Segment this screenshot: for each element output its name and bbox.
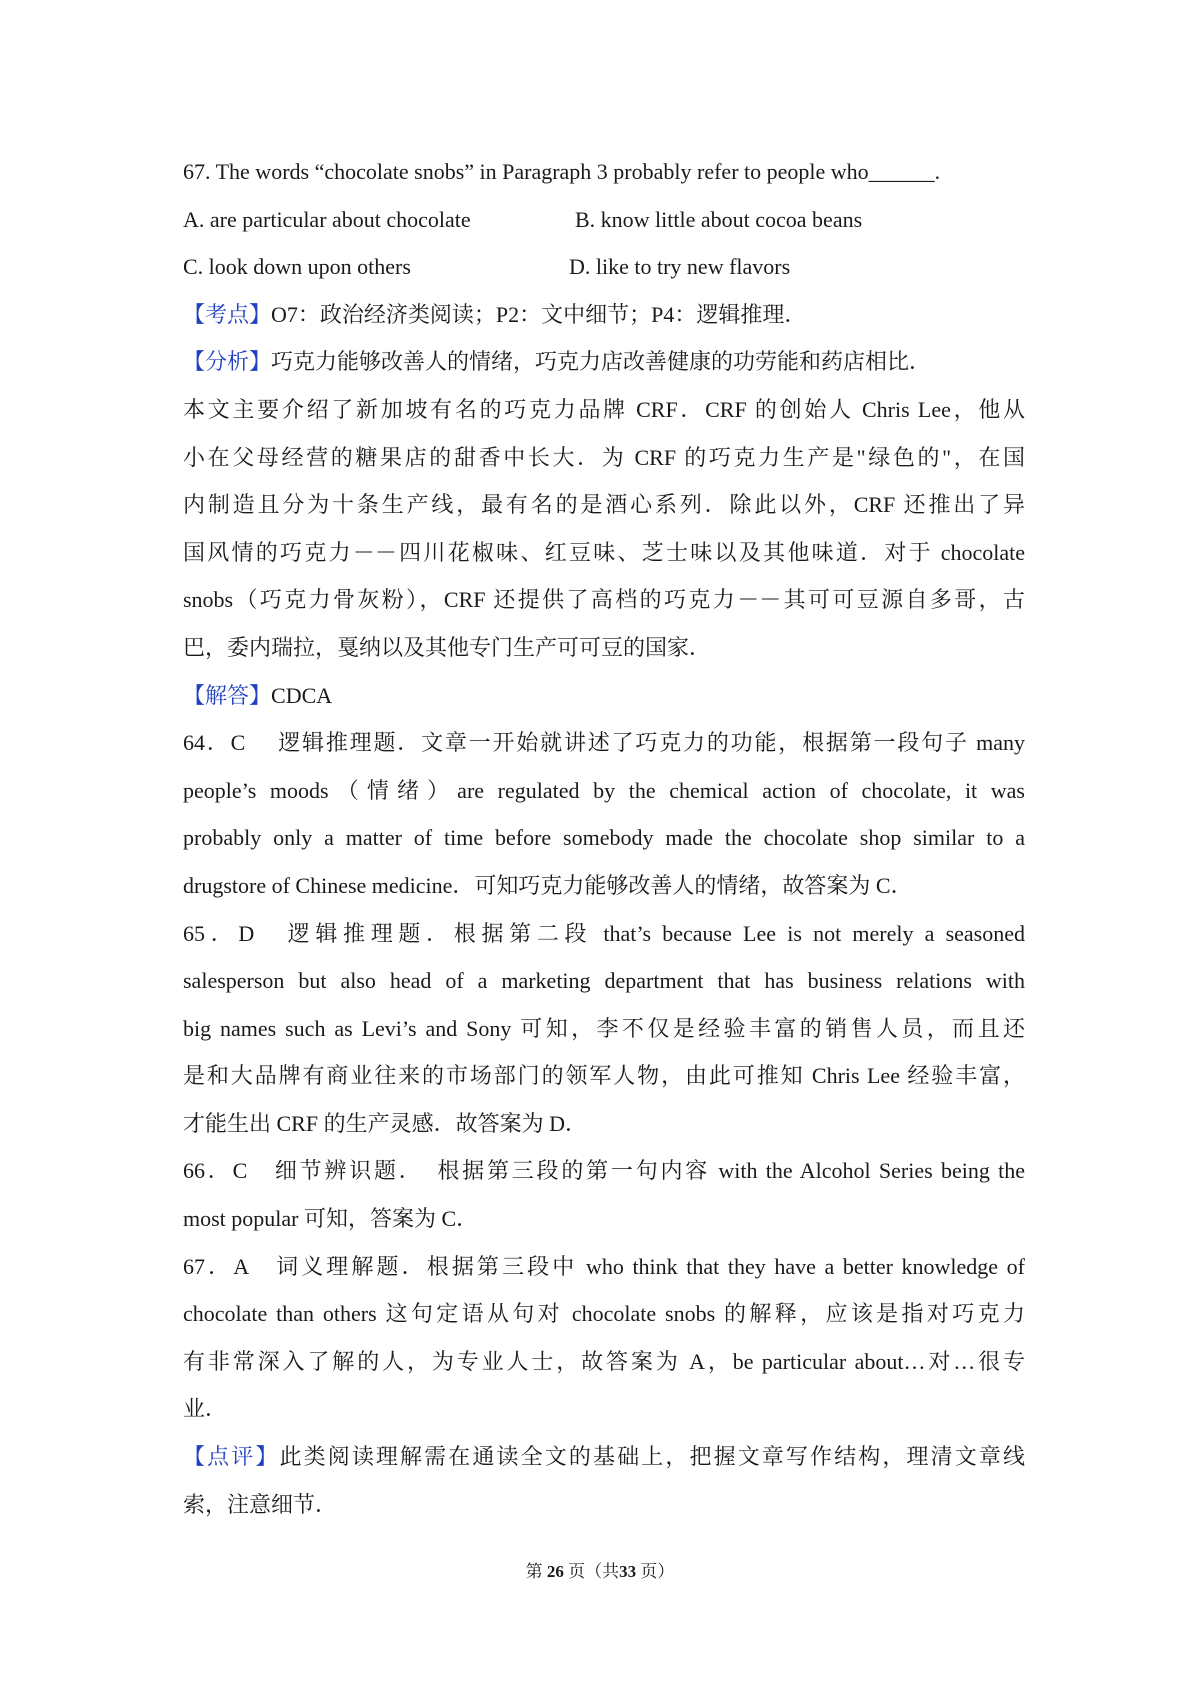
fenxi-paragraph-line: 巴，委内瑞拉，戛纳以及其他专门生产可可豆的国家． bbox=[183, 634, 712, 660]
answer-explanation-line: people’s moods（情绪）are regulated by the chemical action of chocolate, it was bbox=[183, 777, 1025, 803]
answer-explanation-line: chocolate than others 这句定语从句对 chocolate snobs 的解释，应该是指对巧克力 bbox=[183, 1301, 1025, 1327]
kaodian-line bbox=[183, 291, 1025, 339]
jieda-line bbox=[183, 672, 1025, 720]
dianping-tag: 【点评】 bbox=[183, 1444, 280, 1470]
option-b: B. know little about cocoa beans bbox=[575, 206, 863, 232]
fenxi-line bbox=[183, 338, 1025, 386]
kaodian-tag: 【考点】 bbox=[183, 301, 272, 327]
answer-explanation-line: drugstore of Chinese medicine．可知巧克力能够改善人的情绪，故答案为 C． bbox=[183, 872, 913, 898]
answer-explanation-line: 是和大品牌有商业往来的市场部门的领军人物，由此可推知 Chris Lee 经验丰富， bbox=[183, 1063, 1025, 1089]
dianping-line bbox=[183, 1433, 1025, 1481]
page-content bbox=[183, 148, 1025, 1528]
option-c: C. look down upon others bbox=[183, 254, 411, 280]
fenxi-paragraph-line: snobs（巧克力骨灰粉），CRF 还提供了高档的巧克力－－其可可豆源自多哥，古 bbox=[183, 587, 1025, 613]
option-row-ab bbox=[183, 196, 1025, 244]
answer-explanation-line: 有非常深入了解的人，为专业人士，故答案为 A，be particular about…对…很专 bbox=[183, 1348, 1025, 1374]
footer-total-pages: 33 bbox=[619, 1562, 637, 1581]
jieda-tag: 【解答】 bbox=[183, 682, 272, 708]
answer-explanation-line: 才能生出 CRF 的生产灵感．故答案为 D． bbox=[183, 1110, 587, 1136]
footer-prefix: 第 bbox=[525, 1562, 543, 1581]
footer-suffix: 页） bbox=[640, 1562, 675, 1581]
answer-explanation-line: 66．C 细节辨识题． 根据第三段的第一句内容 with the Alcohol Series being the bbox=[183, 1158, 1025, 1184]
footer-page-number: 26 bbox=[546, 1562, 564, 1581]
option-d: D. like to try new flavors bbox=[569, 254, 791, 280]
fenxi-paragraph-line: 小在父母经营的糖果店的甜香中长大．为 CRF 的巧克力生产是"绿色的"，在国 bbox=[183, 444, 1025, 470]
question-stem: 67. The words “chocolate snobs” in Paragraph 3 probably refer to people who______. bbox=[183, 159, 941, 184]
dianping-text: 此类阅读理解需在通读全文的基础上，把握文章写作结构，理清文章线 bbox=[279, 1444, 1025, 1470]
page-footer bbox=[0, 1560, 1200, 1584]
fenxi-paragraph-line: 国风情的巧克力－－四川花椒味、红豆味、芝士味以及其他味道．对于 chocolate bbox=[183, 539, 1025, 565]
fenxi-paragraph-line: 内制造且分为十条生产线，最有名的是酒心系列．除此以外，CRF 还推出了异 bbox=[183, 492, 1025, 518]
dianping-line-2: 索，注意细节． bbox=[183, 1491, 338, 1517]
fenxi-text: 巧克力能够改善人的情绪，巧克力店改善健康的功劳能和药店相比． bbox=[271, 349, 932, 375]
answer-explanation-line: 67．A 词义理解题．根据第三段中 who think that they have a better knowledge of bbox=[183, 1253, 1025, 1279]
answer-explanation-line: most popular 可知，答案为 C． bbox=[183, 1206, 479, 1232]
fenxi-paragraph-line: 本文主要介绍了新加坡有名的巧克力品牌 CRF．CRF 的创始人 Chris Lee，他从 bbox=[183, 396, 1025, 422]
answer-explanation-line: 业． bbox=[183, 1396, 228, 1422]
footer-middle: 页（共 bbox=[568, 1562, 620, 1581]
answer-explanation-line: 64．C 逻辑推理题．文章一开始就讲述了巧克力的功能，根据第一段句子 many bbox=[183, 730, 1025, 756]
answer-explanation-line: 65．D 逻辑推理题．根据第二段 that’s because Lee is not merely a seasoned bbox=[183, 920, 1025, 946]
answer-explanation-line: probably only a matter of time before somebody made the chocolate shop similar to a bbox=[183, 825, 1025, 851]
answer-explanation-line: big names such as Levi’s and Sony 可知，李不仅是经验丰富的销售人员，而且还 bbox=[183, 1015, 1025, 1041]
jieda-text: CDCA bbox=[271, 682, 333, 708]
option-a: A. are particular about chocolate bbox=[183, 206, 471, 232]
kaodian-text: O7：政治经济类阅读；P2：文中细节；P4：逻辑推理． bbox=[271, 301, 807, 327]
fenxi-tag: 【分析】 bbox=[183, 349, 272, 375]
answer-explanation-line: salesperson but also head of a marketing department that has business relations with bbox=[183, 968, 1025, 994]
option-row-cd bbox=[183, 243, 1025, 291]
